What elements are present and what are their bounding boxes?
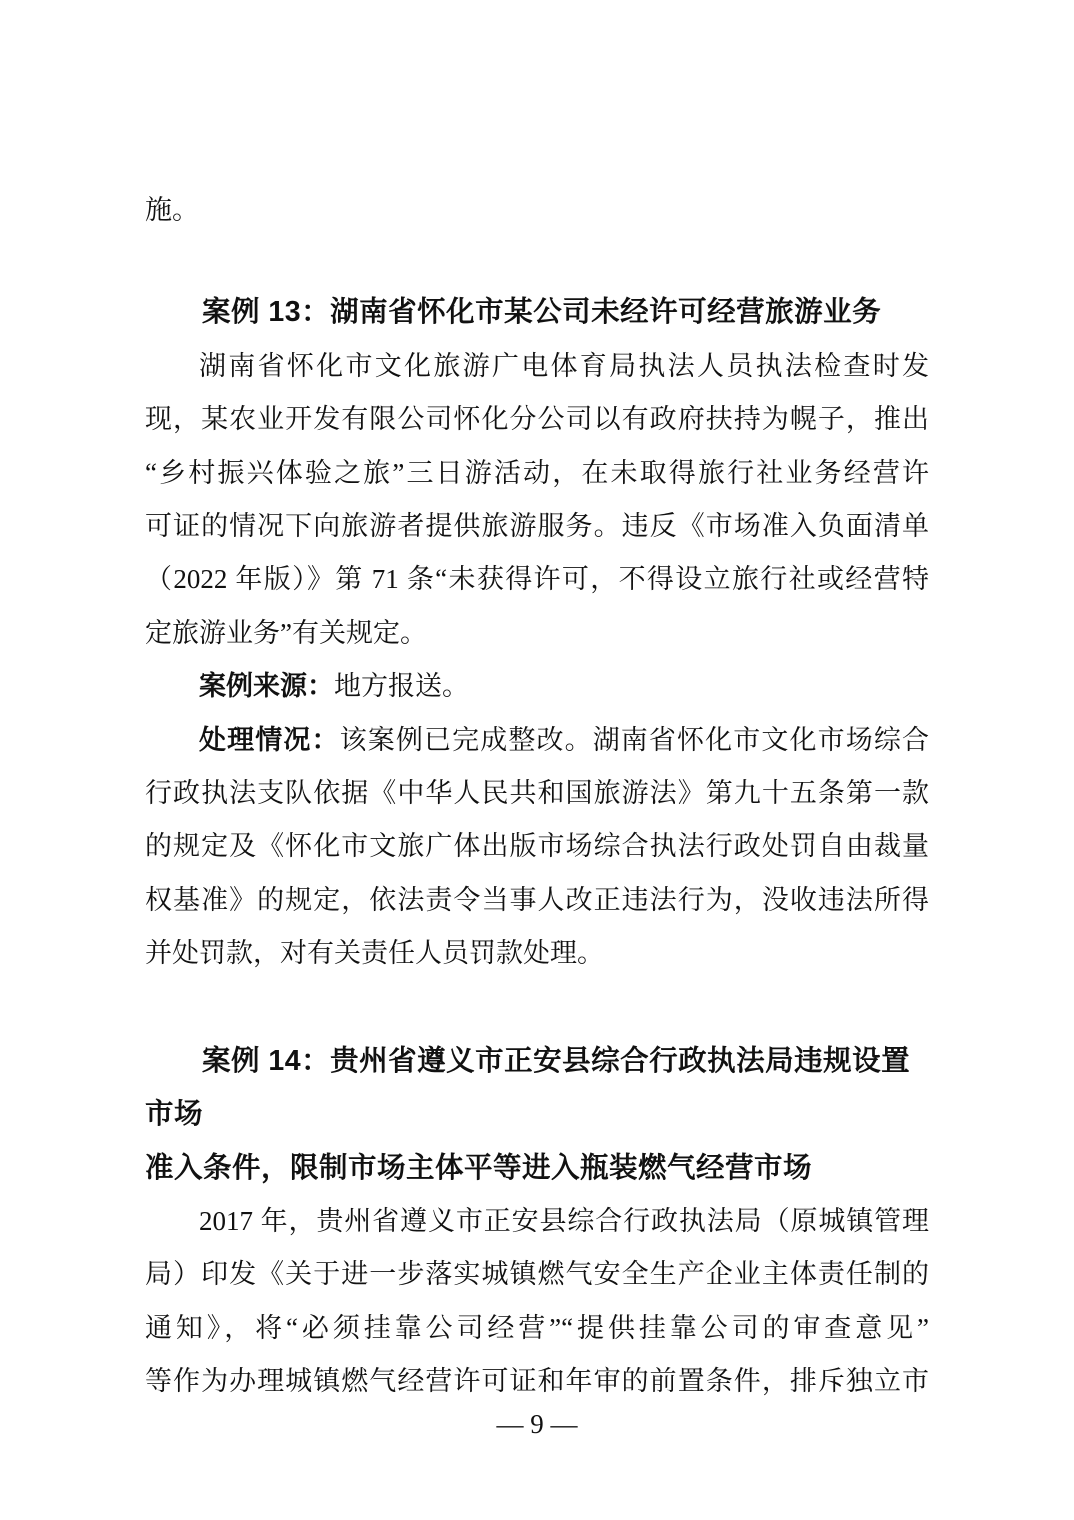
intro-line: 施。 — [145, 195, 199, 225]
case-source-line — [145, 660, 929, 713]
case14-heading-line2: 准入条件，限制市场主体平等进入瓶装燃气经营市场 — [145, 1151, 813, 1184]
case-source-text: 地方报送。 — [334, 671, 469, 702]
case13-heading: 案例 13：湖南省怀化市某公司未经许可经营旅游业务 — [202, 296, 882, 329]
case14-heading-line1: 案例 14：贵州省遵义市正安县综合行政执法局违规设置市场 — [145, 1044, 911, 1131]
case-source-label: 案例来源： — [199, 671, 334, 702]
paragraph-line: 局）印发《关于进一步落实城镇燃气安全生产企业主体责任制的 — [145, 1259, 929, 1290]
handling-line — [145, 714, 929, 767]
paragraph-line: 等作为办理城镇燃气经营许可证和年审的前置条件，排斥独立市 — [145, 1366, 929, 1397]
paragraph-line: 并处罚款，对有关责任人员罚款处理。 — [145, 938, 604, 969]
paragraph-line: 可证的情况下向旅游者提供旅游服务。违反《市场准入负面清单 — [145, 511, 929, 542]
paragraph-line: 行政执法支队依据《中华人民共和国旅游法》第九十五条第一款 — [145, 778, 929, 809]
paragraph-line: 现，某农业开发有限公司怀化分公司以有政府扶持为幌子，推出 — [145, 404, 929, 435]
paragraph-line: （2022 年版）》第 71 条“未获得许可，不得设立旅行社或经营特 — [145, 564, 929, 595]
paragraph-line: “乡村振兴体验之旅”三日游活动，在未取得旅行社业务经营许 — [145, 457, 929, 488]
paragraph-line: 定旅游业务”有关规定。 — [145, 617, 427, 648]
paragraph-line: 权基准》的规定，依法责令当事人改正违法行为，没收违法所得 — [145, 884, 929, 915]
handling-label: 处理情况： — [199, 724, 340, 755]
page-number: — 9 — — [496, 1408, 578, 1439]
paragraph-line: 2017 年，贵州省遵义市正安县综合行政执法局（原城镇管理 — [199, 1205, 929, 1236]
paragraph-line: 通知》，将“必须挂靠公司经营”“提供挂靠公司的审查意见” — [145, 1312, 929, 1343]
handling-text: 该案例已完成整改。湖南省怀化市文化市场综合 — [339, 724, 930, 755]
paragraph-line: 的规定及《怀化市文旅广体出版市场综合执法行政处罚自由裁量 — [145, 831, 929, 862]
paragraph-line: 湖南省怀化市文化旅游广电体育局执法人员执法检查时发 — [199, 350, 929, 381]
